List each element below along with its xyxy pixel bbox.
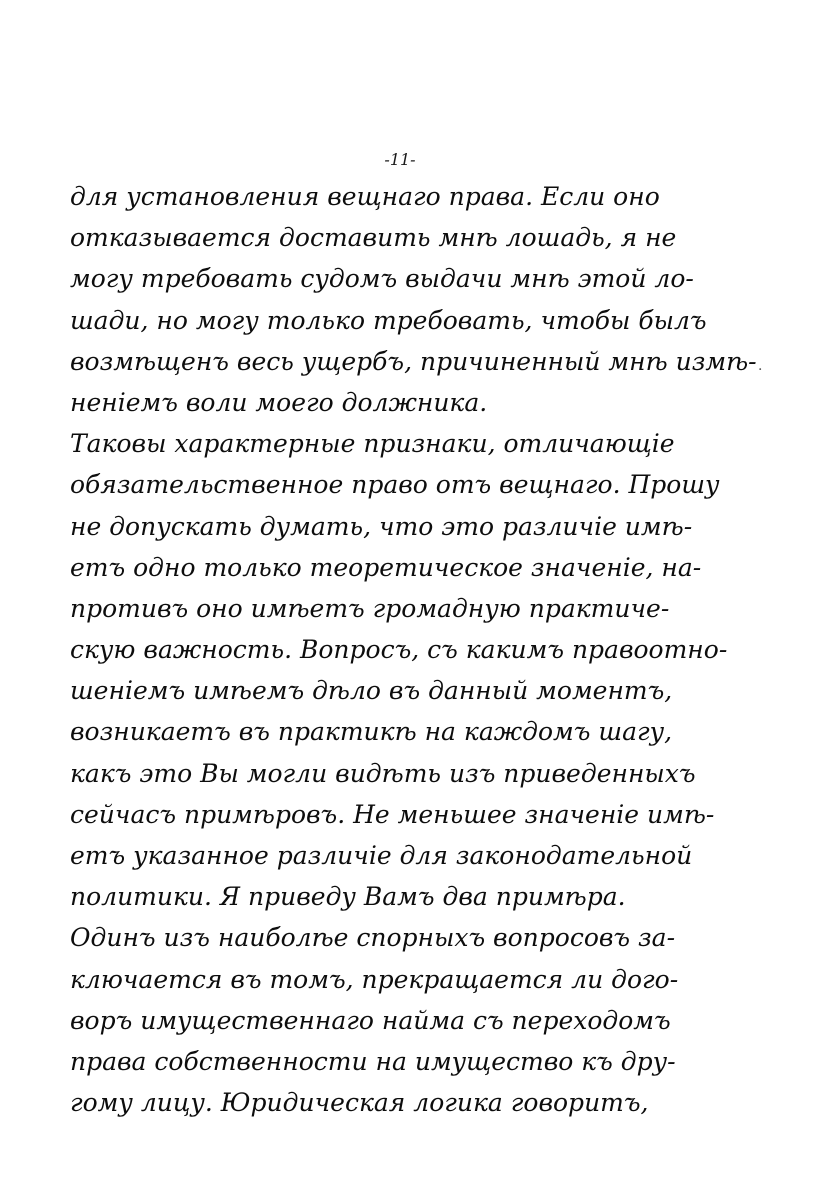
text-line: шади, но могу только требовать, чтобы былъ [70, 305, 707, 335]
text-line: какъ это Вы могли видѣть изъ приведенныхъ [70, 758, 696, 788]
text-line: етъ указанное различіе для законодательной [70, 841, 693, 870]
text-line: неніемъ воли моего должника. [70, 387, 488, 417]
text-line: Таковы характерные признаки, отличающіе [70, 429, 675, 459]
text-line: етъ одно только теоретическое значеніе, на- [70, 552, 702, 582]
page-number: -11- [384, 150, 416, 169]
text-line: возникаетъ въ практикѣ на каждомъ шагу, [70, 717, 673, 747]
text-line: противъ оно имѣетъ громадную практиче- [70, 593, 670, 623]
text-line: Одинъ изъ наиболѣе спорныхъ вопросовъ за- [70, 923, 676, 953]
text-line: отказывается доставить мнѣ лошадь, я не [70, 223, 677, 253]
margin-dot: · [758, 362, 763, 378]
text-line: политики. Я приведу Вамъ два примѣра. [70, 882, 626, 912]
handwritten-text-block [70, 176, 770, 1123]
text-line: сейчасъ примѣровъ. Не меньшее значеніе имѣ- [70, 799, 715, 829]
text-line: возмѣщенъ весь ущербъ, причиненный мнѣ измѣ- [70, 346, 757, 376]
text-line: могу требовать судомъ выдачи мнѣ этой ло- [70, 264, 694, 294]
text-line: скую важность. Вопросъ, съ какимъ правоотно- [70, 635, 728, 665]
text-line: права собственности на имущество къ дру- [70, 1046, 676, 1076]
text-line: гому лицу. Юридическая логика говоритъ, [70, 1088, 649, 1118]
text-line: ключается въ томъ, прекращается ли дого- [70, 964, 679, 994]
text-line: обязательственное право отъ вещнаго. Прошу [70, 470, 720, 500]
text-line: не допускать думать, что это различіе имѣ- [70, 511, 693, 541]
text-line: для установления вещнаго права. Если оно [70, 182, 660, 211]
text-line: воръ имущественнаго найма съ переходомъ [70, 1005, 671, 1035]
text-line: шеніемъ имѣемъ дѣло въ данный моментъ, [70, 676, 673, 706]
